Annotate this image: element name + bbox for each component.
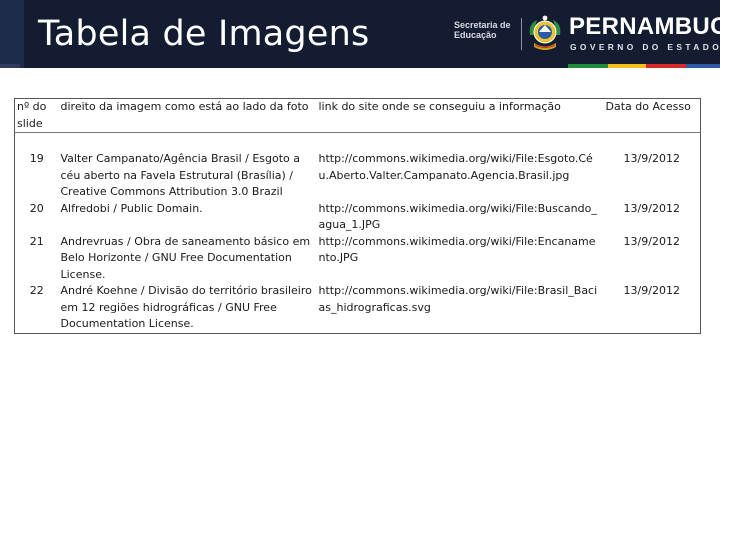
flag-stripe-red <box>646 64 686 68</box>
slide-number-cell: 22 <box>29 284 44 297</box>
image-rights-cell: Alfredobi / Public Domain. <box>60 201 203 215</box>
header-stripe-left <box>0 64 20 68</box>
header-accent-bar <box>0 0 24 68</box>
table-row <box>15 151 701 201</box>
slide-header <box>0 0 747 68</box>
access-date-cell: 13/9/2012 <box>623 201 680 215</box>
access-date-cell: 13/9/2012 <box>623 284 680 297</box>
header-access-date: Data do Acesso <box>605 100 691 113</box>
table-row <box>15 283 701 333</box>
table-row <box>15 234 701 284</box>
state-name: PERNAMBUCO <box>569 13 747 40</box>
table-spacer-row <box>15 133 701 152</box>
flag-stripe-green <box>568 64 608 68</box>
source-link-cell[interactable]: http://commons.wikimedia.org/wiki/File:Brasil_Bacias_hidrograficas.svg <box>318 284 598 314</box>
source-link-cell[interactable]: http://commons.wikimedia.org/wiki/File:Encanamento.JPG <box>318 234 596 264</box>
access-date-cell: 13/9/2012 <box>623 152 680 165</box>
source-link-cell[interactable]: http://commons.wikimedia.org/wiki/File:Esgoto.Céu.Aberto.Valter.Campanato.Agencia.Brasil.jpg <box>318 152 593 182</box>
flag-stripe-blue <box>686 64 720 68</box>
image-rights-cell: Valter Campanato/Agência Brasil / Esgoto a céu aberto na Favela Estrutural (Brasília) / Creative Commons Attribution 3.0 Brazil <box>60 152 301 198</box>
source-link-cell[interactable]: http://commons.wikimedia.org/wiki/File:Buscando_agua_1.JPG <box>318 201 597 231</box>
secretaria-line-1: Secretaria de <box>454 20 511 30</box>
image-rights-cell: Andrevruas / Obra de saneamento básico em Belo Horizonte / GNU Free Documentation License. <box>60 234 311 281</box>
image-rights-cell: André Koehne / Divisão do território brasileiro em 12 regiões hidrográficas / GNU Free Documentation License. <box>60 284 312 330</box>
image-credits-table <box>14 98 701 334</box>
header-source-link: link do site onde se conseguiu a informação <box>318 100 561 113</box>
header-image-rights: direito da imagem como está ao lado da foto <box>60 100 309 113</box>
secretaria-logo-text <box>454 20 516 50</box>
slide-title: Tabela de Imagens <box>38 14 370 54</box>
table-row <box>15 201 701 234</box>
slide-number-cell: 20 <box>29 201 44 215</box>
slide-number-cell: 19 <box>29 152 44 165</box>
logo-divider <box>521 18 522 50</box>
flag-stripe-yellow <box>608 64 646 68</box>
table-header-row <box>15 99 701 133</box>
header-slide-number: nº do slide <box>17 100 47 130</box>
state-coat-of-arms-icon <box>524 14 566 56</box>
state-subtitle: GOVERNO DO ESTADO <box>570 42 723 52</box>
secretaria-line-2: Educação <box>454 30 497 40</box>
access-date-cell: 13/9/2012 <box>623 234 680 248</box>
slide-number-cell: 21 <box>29 234 44 248</box>
